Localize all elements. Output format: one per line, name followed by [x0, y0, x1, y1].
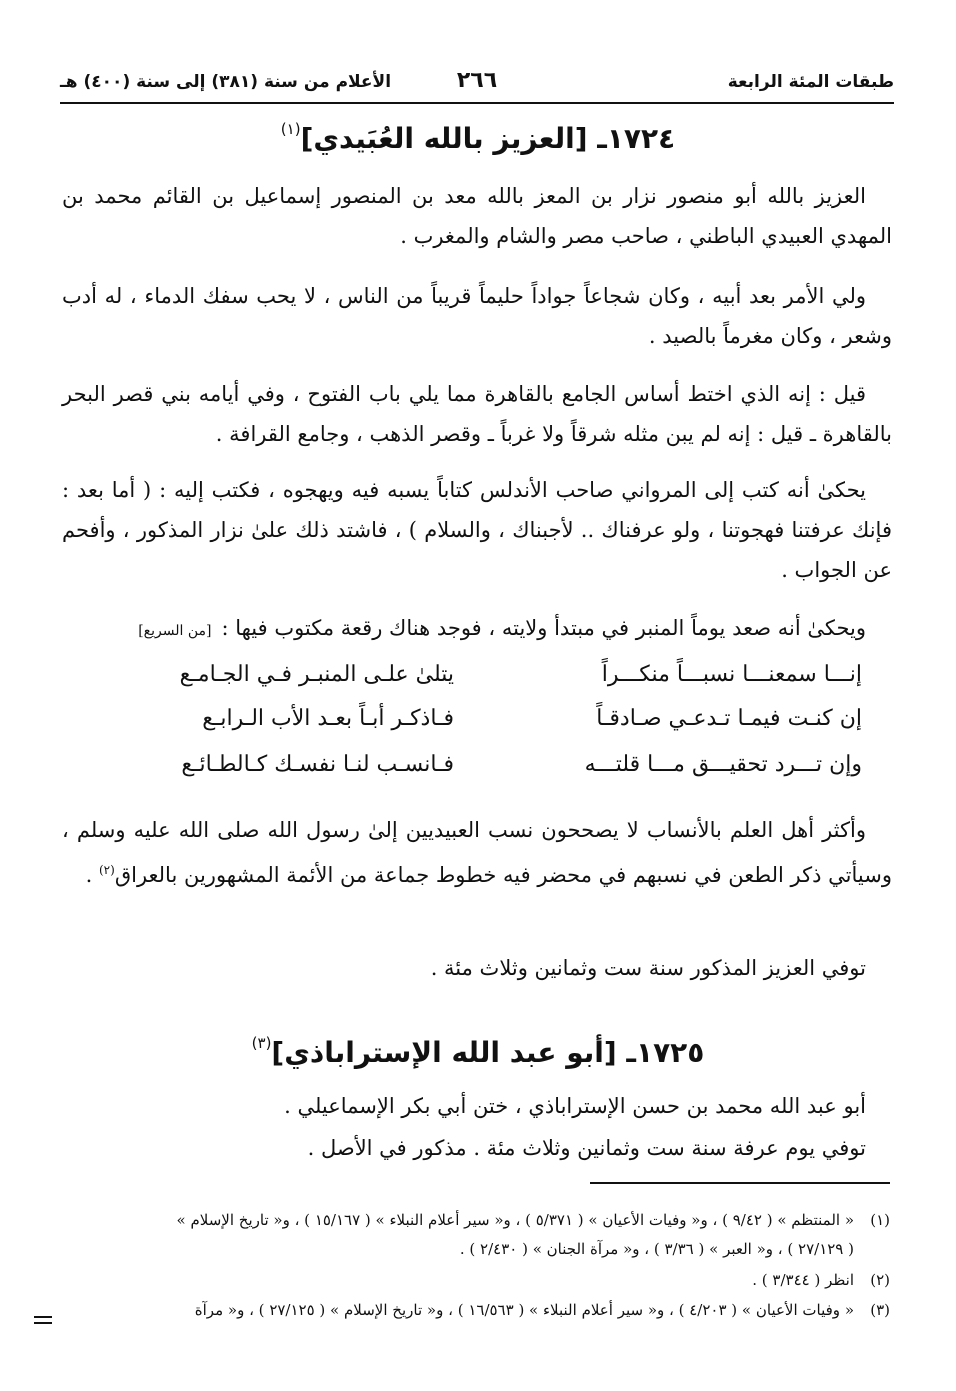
footnote-text: ( ٢٧/١٢٩ ) ، و« العبر » ( ٣/٣٦ ) ، و« مرآة الجنان » ( ٢/٤٣٠ ) . [459, 1240, 854, 1258]
poem-meter: [من السريع] [138, 623, 212, 639]
paragraph: توفي يوم عرفة سنة ست وثمانين وثلاث مئة . مذكور في الأصل . [307, 1136, 866, 1160]
header-volume-range: الأعلام من سنة (٣٨١) إلى سنة (٤٠٠) هـ [60, 72, 392, 92]
continuation-mark [34, 1316, 52, 1324]
verse-second-hemistich: فـانسـب لنـا نفسـك كـالطـائـع [181, 752, 454, 777]
poem-intro-text: ويحكىٰ أنه صعد يوماً المنبر في مبتدأ ولايته ، فوجد هناك رقعة مكتوب فيها : [221, 616, 866, 640]
verse-second-hemistich: يتلىٰ علـى المنبـر فـي الجـامـع [179, 662, 454, 687]
footnote-ref: (٣) [251, 1034, 272, 1052]
entry-title-text: ١٧٢٥ـ [أبو عبد الله الإستراباذي] [271, 1036, 705, 1069]
paragraph: ولي الأمر بعد أبيه ، وكان شجاعاً جواداً حليماً قريباً من الناس ، لا يحب سفك الدماء ، له أدب وشعر ، وكان مغرماً بالصيد . [62, 284, 892, 348]
verse-second-hemistich: فـاذكـر أبـاً بعـد الأب الـرابـع [202, 706, 454, 731]
entry-title-1724 [0, 120, 956, 155]
paragraph: أبو عبد الله محمد بن حسن الإستراباذي ، ختن أبي بكر الإسماعيلي . [284, 1094, 866, 1118]
paragraph: قيل : إنه الذي اختط أساس الجامع بالقاهرة مما يلي باب الفتوح ، وفي أيامه بني قصر البحر بالقاهرة ـ قيل : إنه لم يبن مثله شرقاً ولا غرباً ـ وقصر الذهب ، وجامع القرافة . [62, 382, 892, 446]
entry-title-1725 [0, 1034, 956, 1069]
footnote-2 [58, 1266, 890, 1295]
footnote-text: « المنتظم » ( ٩/٤٢ ) ، و« وفيات الأعيان » ( ٥/٣٧١ ) ، و« سير أعلام النبلاء » ( ١٥/١٦٧ ) ، و« تاريخ الإسلام » [176, 1211, 854, 1229]
header-section-title: طبقات المئة الرابعة [727, 72, 894, 92]
verse-first-hemistich: إنـــا سمعنـــا نسبـــاً منكـــراً [601, 662, 862, 687]
poem-verse [94, 706, 862, 750]
paragraph-end: . [85, 863, 99, 887]
entry-title-text: ١٧٢٤ـ [العزيز بالله العُبَيدي] [300, 122, 676, 155]
footnote-ref: (١) [280, 120, 301, 138]
footnote-ref: (٢) [98, 863, 115, 877]
footnote-text: انظر ( ٣/٣٤٤ ) . [752, 1271, 854, 1289]
page-number: ٢٦٦ [456, 68, 498, 93]
poem-verse [94, 662, 862, 706]
footnote-3 [58, 1296, 890, 1325]
paragraph: توفي العزيز المذكور سنة ست وثمانين وثلاث مئة . [430, 956, 866, 980]
footnote-number: (٣) [870, 1301, 890, 1319]
footnote-number: (٢) [870, 1271, 890, 1289]
paragraph-poem-intro [62, 608, 892, 651]
verse-first-hemistich: إن كنـت فيمـا تـدعـي صـادقـاً [596, 706, 862, 731]
paragraph [62, 810, 892, 895]
footnote-separator [590, 1182, 890, 1184]
running-header [60, 68, 894, 104]
verse-first-hemistich: وإن تـــرد تحقيـــق مـــا قلتـــه [584, 752, 862, 777]
footnote-text: « وفيات الأعيان » ( ٤/٢٠٣ ) ، و« سير أعلام النبلاء » ( ١٦/٥٦٣ ) ، و« تاريخ الإسلام » ( ٢٧/١٢٥ ) ، و« مرآة [194, 1301, 854, 1319]
footnote-number: (١) [870, 1211, 890, 1229]
paragraph-text: وأكثر أهل العلم بالأنساب لا يصححون نسب العبيديين إلىٰ رسول الله صلى الله عليه وسلم ، وسيأتي ذكر الطعن في نسبهم في محضر فيه خطوط جماعة من الأئمة المشهورين بالعراق [62, 818, 892, 887]
paragraph: العزيز بالله أبو منصور نزار بن المعز بالله معد بن المنصور إسماعيل بن القائم محمد بن المهدي العبيدي الباطني ، صاحب مصر والشام والمغرب . [62, 184, 892, 248]
footnote-1 [58, 1206, 890, 1264]
poem-verse [94, 752, 862, 796]
paragraph: يحكىٰ أنه كتب إلى المرواني صاحب الأندلس كتاباً يسبه فيه ويهجوه ، فكتب إليه : ( أما بعد : فإنك عرفتنا فهجوتنا ، ولو عرفناك .. لأجبناك ، والسلام ) ، فاشتد ذلك علىٰ نزار المذكور ، وأفحم عن الجواب . [62, 478, 892, 582]
